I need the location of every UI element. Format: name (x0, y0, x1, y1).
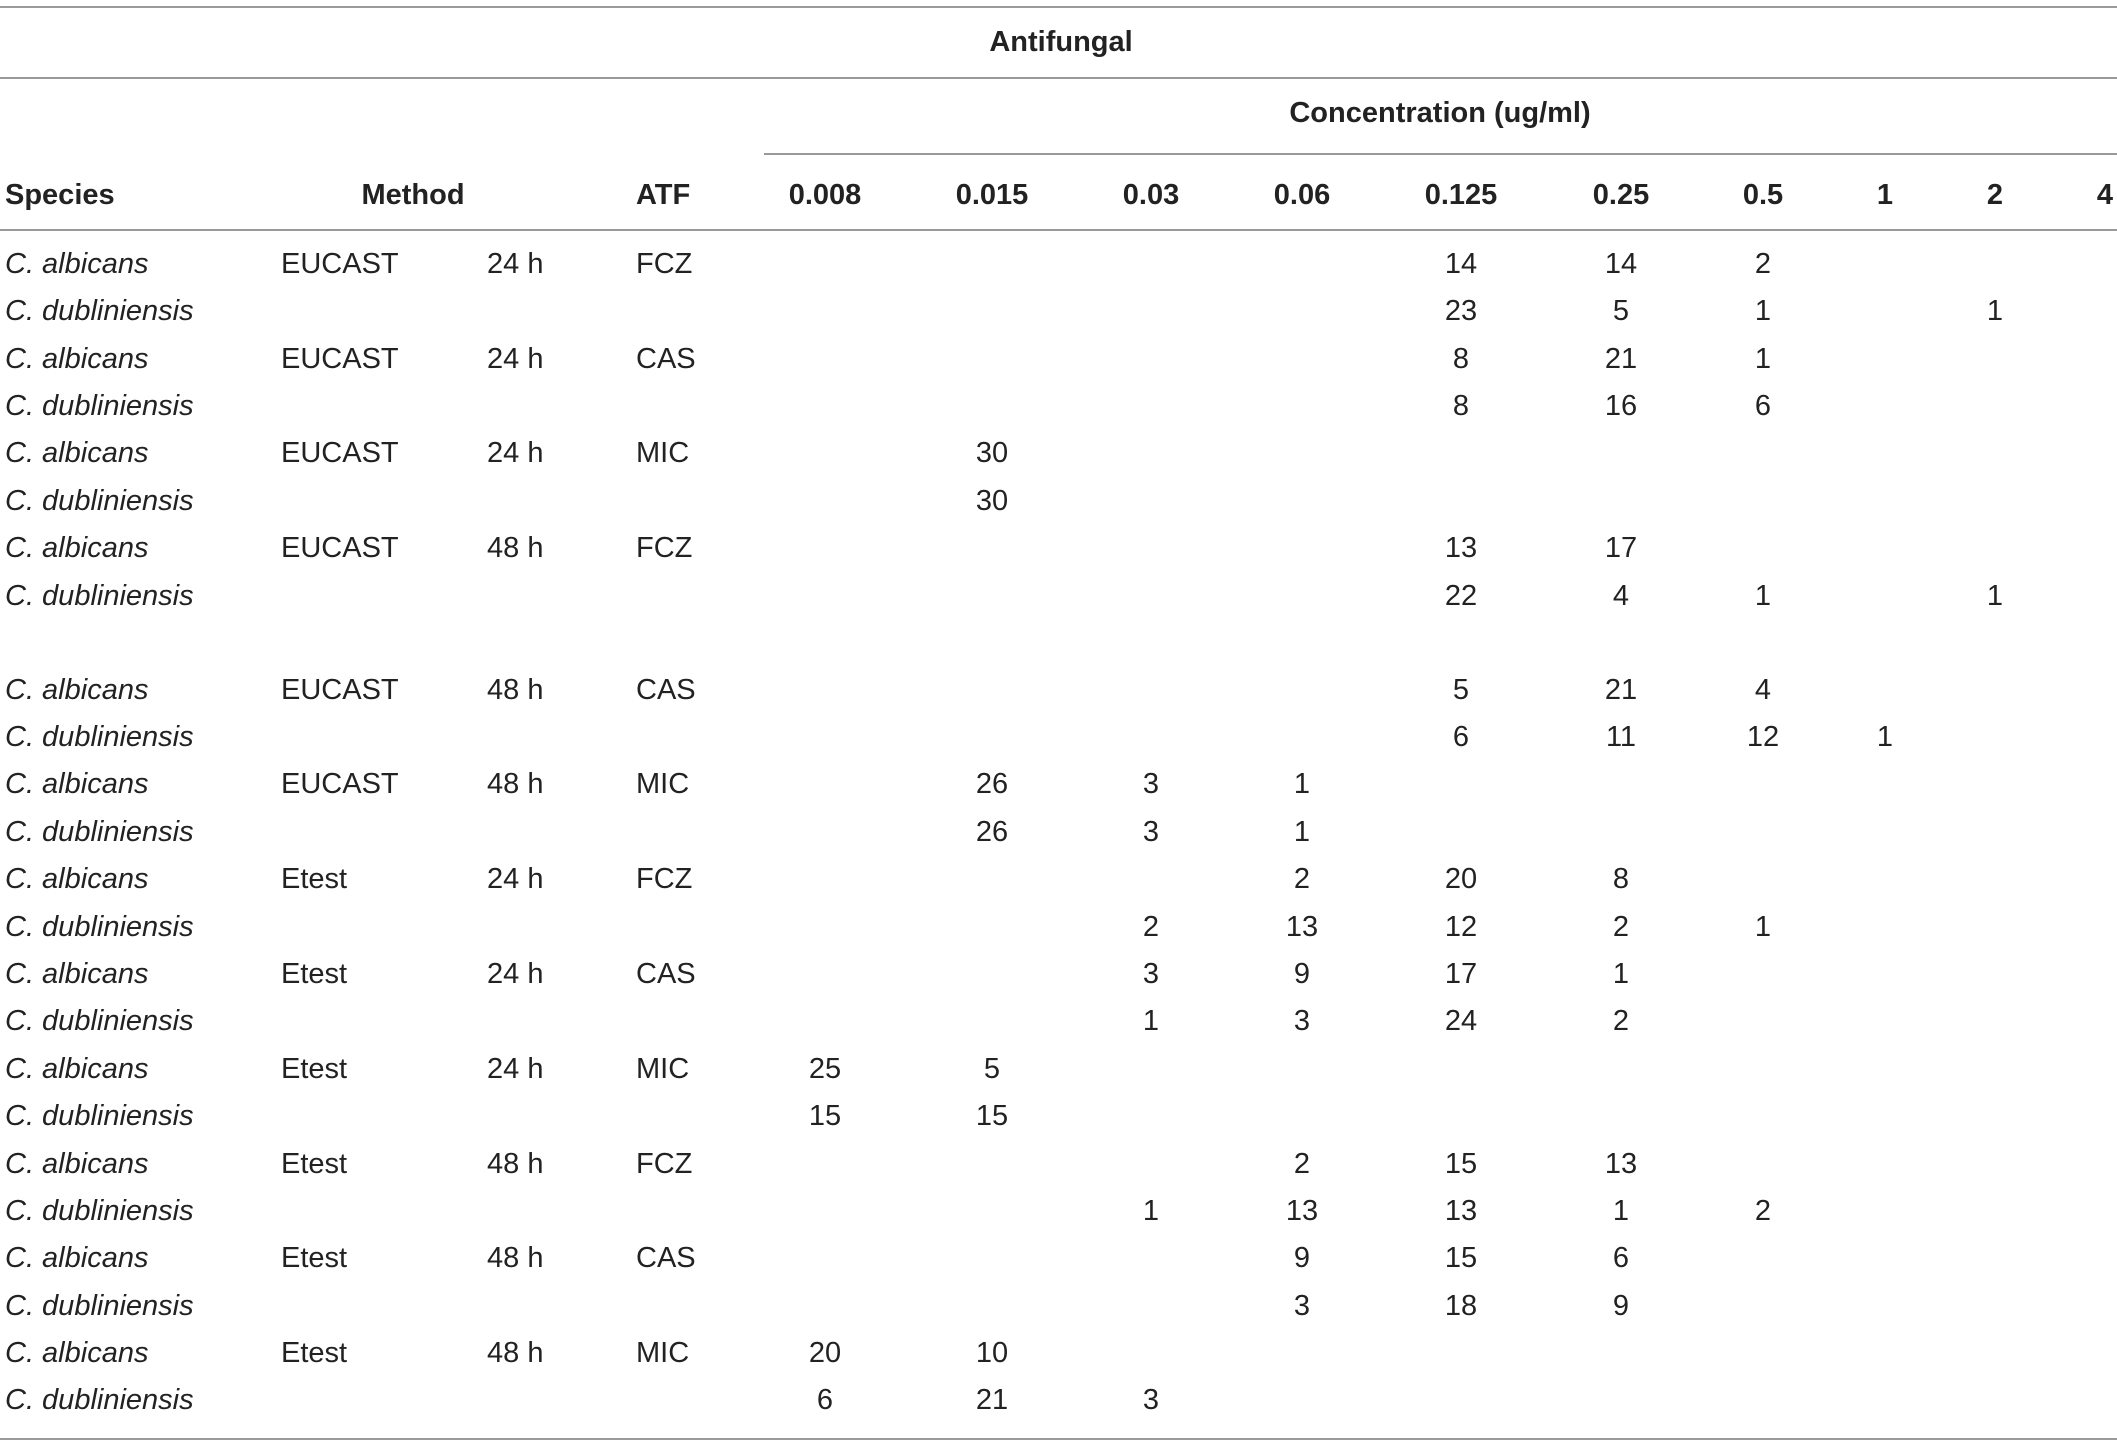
incubation-time-cell: 48 h (487, 1337, 544, 1369)
method-cell: Etest (281, 958, 348, 990)
count-cell: 18 (1444, 1290, 1478, 1322)
incubation-time-cell: 24 h (487, 1053, 544, 1085)
count-cell: 3 (1142, 1384, 1160, 1416)
count-cell: 30 (975, 437, 1009, 469)
species-cell: C. albicans (5, 863, 149, 895)
count-cell: 1 (1293, 816, 1311, 848)
count-cell: 12 (1746, 721, 1780, 753)
count-cell: 1 (1754, 911, 1772, 943)
incubation-time-cell: 48 h (487, 532, 544, 564)
species-cell: C. dubliniensis (5, 485, 194, 517)
species-cell: C. albicans (5, 1148, 149, 1180)
count-cell: 10 (975, 1337, 1009, 1369)
conc-header-0.03: 0.03 (1122, 179, 1180, 211)
species-cell: C. dubliniensis (5, 1384, 194, 1416)
incubation-time-cell: 24 h (487, 248, 544, 280)
method-cell: EUCAST (281, 248, 399, 280)
count-cell: 1 (1876, 721, 1894, 753)
conc-header-1: 1 (1876, 179, 1894, 211)
species-cell: C. albicans (5, 768, 149, 800)
count-cell: 4 (1612, 580, 1630, 612)
count-cell: 15 (1444, 1242, 1478, 1274)
count-cell: 8 (1612, 863, 1630, 895)
count-cell: 15 (975, 1100, 1009, 1132)
count-cell: 5 (983, 1053, 1001, 1085)
method-cell: EUCAST (281, 768, 399, 800)
count-cell: 1 (1142, 1195, 1160, 1227)
species-cell: C. dubliniensis (5, 295, 194, 327)
count-cell: 3 (1142, 768, 1160, 800)
count-cell: 9 (1612, 1290, 1630, 1322)
method-cell: EUCAST (281, 437, 399, 469)
incubation-time-cell: 48 h (487, 1242, 544, 1274)
species-cell: C. dubliniensis (5, 390, 194, 422)
count-cell: 5 (1452, 674, 1470, 706)
count-cell: 1 (1142, 1005, 1160, 1037)
count-cell: 13 (1604, 1148, 1638, 1180)
count-cell: 17 (1444, 958, 1478, 990)
species-cell: C. dubliniensis (5, 721, 194, 753)
count-cell: 1 (1754, 580, 1772, 612)
conc-header-2: 2 (1986, 179, 2004, 211)
count-cell: 3 (1293, 1290, 1311, 1322)
species-cell: C. dubliniensis (5, 1100, 194, 1132)
count-cell: 3 (1142, 958, 1160, 990)
atf-header: ATF (636, 179, 691, 211)
count-cell: 1 (1754, 343, 1772, 375)
species-cell: C. albicans (5, 248, 149, 280)
incubation-time-cell: 48 h (487, 1148, 544, 1180)
species-cell: C. dubliniensis (5, 1005, 194, 1037)
incubation-time-cell: 24 h (487, 343, 544, 375)
count-cell: 13 (1285, 1195, 1319, 1227)
species-cell: C. albicans (5, 343, 149, 375)
count-cell: 2 (1293, 1148, 1311, 1180)
concentration-header: Concentration (ug/ml) (1289, 97, 1591, 129)
atf-cell: MIC (636, 1053, 690, 1085)
count-cell: 20 (1444, 863, 1478, 895)
count-cell: 1 (1986, 295, 2004, 327)
species-cell: C. dubliniensis (5, 911, 194, 943)
atf-cell: CAS (636, 958, 696, 990)
atf-cell: MIC (636, 1337, 690, 1369)
count-cell: 2 (1754, 248, 1772, 280)
incubation-time-cell: 48 h (487, 768, 544, 800)
method-cell: EUCAST (281, 343, 399, 375)
species-cell: C. albicans (5, 1053, 149, 1085)
count-cell: 23 (1444, 295, 1478, 327)
count-cell: 21 (975, 1384, 1009, 1416)
atf-cell: MIC (636, 768, 690, 800)
incubation-time-cell: 24 h (487, 437, 544, 469)
count-cell: 22 (1444, 580, 1478, 612)
method-cell: Etest (281, 863, 348, 895)
method-header: Method (361, 179, 465, 211)
count-cell: 13 (1285, 911, 1319, 943)
method-cell: EUCAST (281, 674, 399, 706)
count-cell: 2 (1612, 1005, 1630, 1037)
atf-cell: CAS (636, 1242, 696, 1274)
count-cell: 15 (808, 1100, 842, 1132)
atf-cell: CAS (636, 343, 696, 375)
species-cell: C. dubliniensis (5, 816, 194, 848)
count-cell: 3 (1293, 1005, 1311, 1037)
species-cell: C. dubliniensis (5, 1195, 194, 1227)
count-cell: 2 (1754, 1195, 1772, 1227)
conc-header-0.5: 0.5 (1742, 179, 1784, 211)
count-cell: 6 (1452, 721, 1470, 753)
count-cell: 9 (1293, 1242, 1311, 1274)
atf-cell: CAS (636, 674, 696, 706)
count-cell: 4 (1754, 674, 1772, 706)
conc-header-0.008: 0.008 (788, 179, 862, 211)
conc-header-0.125: 0.125 (1424, 179, 1498, 211)
atf-cell: FCZ (636, 1148, 693, 1180)
species-cell: C. albicans (5, 1337, 149, 1369)
method-cell: EUCAST (281, 532, 399, 564)
method-cell: Etest (281, 1337, 348, 1369)
species-cell: C. albicans (5, 674, 149, 706)
species-cell: C. albicans (5, 532, 149, 564)
count-cell: 13 (1444, 1195, 1478, 1227)
count-cell: 12 (1444, 911, 1478, 943)
count-cell: 6 (1754, 390, 1772, 422)
count-cell: 16 (1604, 390, 1638, 422)
species-cell: C. dubliniensis (5, 1290, 194, 1322)
count-cell: 26 (975, 768, 1009, 800)
count-cell: 6 (816, 1384, 834, 1416)
species-cell: C. albicans (5, 958, 149, 990)
count-cell: 1 (1612, 1195, 1630, 1227)
count-cell: 21 (1604, 674, 1638, 706)
atf-cell: FCZ (636, 532, 693, 564)
count-cell: 8 (1452, 343, 1470, 375)
incubation-time-cell: 48 h (487, 674, 544, 706)
conc-header-0.25: 0.25 (1592, 179, 1650, 211)
species-cell: C. dubliniensis (5, 580, 194, 612)
count-cell: 14 (1604, 248, 1638, 280)
conc-header-4: 4 (2096, 179, 2114, 211)
method-cell: Etest (281, 1242, 348, 1274)
count-cell: 5 (1612, 295, 1630, 327)
count-cell: 2 (1142, 911, 1160, 943)
count-cell: 8 (1452, 390, 1470, 422)
count-cell: 30 (975, 485, 1009, 517)
count-cell: 24 (1444, 1005, 1478, 1037)
count-cell: 3 (1142, 816, 1160, 848)
count-cell: 14 (1444, 248, 1478, 280)
count-cell: 13 (1444, 532, 1478, 564)
count-cell: 9 (1293, 958, 1311, 990)
antifungal-header: Antifungal (989, 26, 1133, 58)
count-cell: 1 (1986, 580, 2004, 612)
method-cell: Etest (281, 1053, 348, 1085)
incubation-time-cell: 24 h (487, 958, 544, 990)
count-cell: 6 (1612, 1242, 1630, 1274)
count-cell: 17 (1604, 532, 1638, 564)
atf-cell: FCZ (636, 248, 693, 280)
species-header: Species (5, 179, 115, 211)
count-cell: 15 (1444, 1148, 1478, 1180)
count-cell: 25 (808, 1053, 842, 1085)
count-cell: 21 (1604, 343, 1638, 375)
atf-cell: MIC (636, 437, 690, 469)
incubation-time-cell: 24 h (487, 863, 544, 895)
count-cell: 1 (1293, 768, 1311, 800)
species-cell: C. albicans (5, 1242, 149, 1274)
count-cell: 2 (1293, 863, 1311, 895)
count-cell: 11 (1605, 721, 1637, 753)
atf-cell: FCZ (636, 863, 693, 895)
conc-header-0.015: 0.015 (955, 179, 1029, 211)
method-cell: Etest (281, 1148, 348, 1180)
conc-header-0.06: 0.06 (1273, 179, 1331, 211)
count-cell: 26 (975, 816, 1009, 848)
count-cell: 1 (1612, 958, 1630, 990)
count-cell: 1 (1754, 295, 1772, 327)
count-cell: 20 (808, 1337, 842, 1369)
count-cell: 2 (1612, 911, 1630, 943)
species-cell: C. albicans (5, 437, 149, 469)
